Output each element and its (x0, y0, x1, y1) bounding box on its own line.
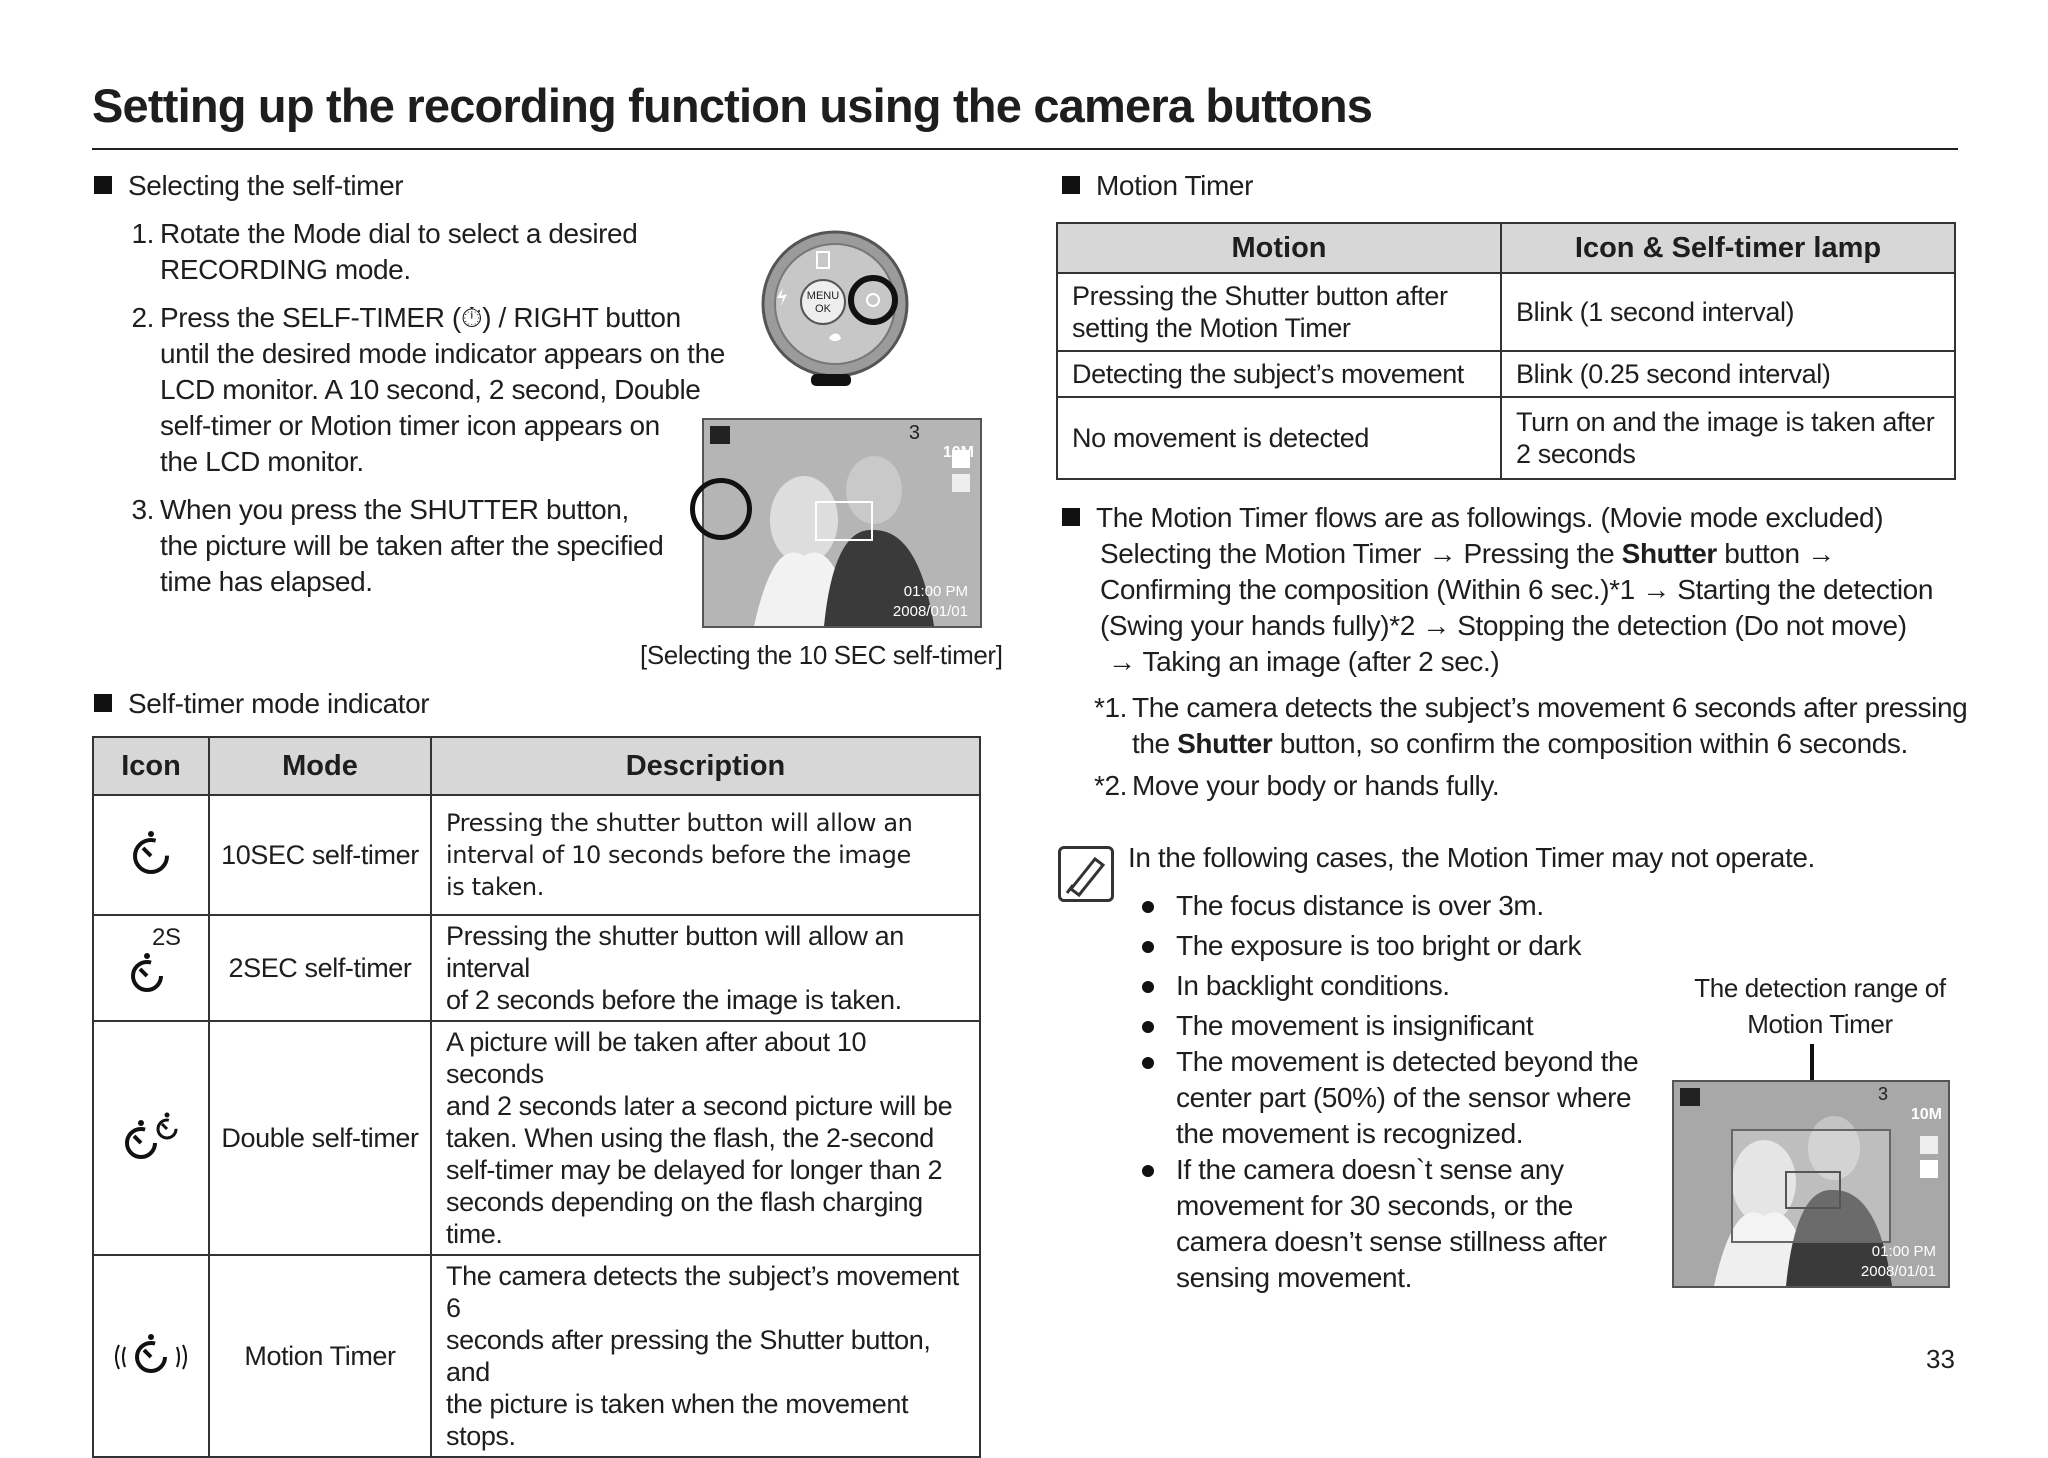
timer-icon-cell (93, 915, 209, 1021)
step-line: When you press the SHUTTER button, (160, 494, 629, 525)
timer-icon-cell (93, 795, 209, 915)
col-header-mode: Mode (209, 737, 431, 795)
step-line: the picture will be taken after the specified (160, 530, 664, 561)
page-title: Setting up the recording function using the camera buttons (92, 79, 1373, 132)
step-line: LCD monitor. A 10 second, 2 second, Double (160, 374, 701, 405)
title-rule (92, 148, 1958, 150)
description-cell: Pressing the shutter button will allow an interval of 2 seconds before the image is taken. (431, 915, 980, 1021)
mode-cell: 2SEC self-timer (209, 915, 431, 1021)
footnote-1: *1. The camera detects the subject’s movement 6 seconds after pressing (1094, 692, 1968, 723)
image-size-indicator: 10M (1910, 1106, 1942, 1123)
description-cell: The camera detects the subject’s movement 6 seconds after pressing the Shutter button, and the picture is taken when the movement stops. (431, 1255, 980, 1457)
step-line: the LCD monitor. (160, 446, 364, 477)
mode-cell: 10SEC self-timer (209, 795, 431, 915)
step-line: RECORDING mode. (160, 254, 411, 285)
step-line: time has elapsed. (160, 566, 373, 597)
svg-text:OK: OK (815, 303, 831, 315)
note-icon (1058, 846, 1114, 902)
table-row (93, 795, 980, 915)
square-bullet-icon (1062, 508, 1080, 526)
table-header-row (1057, 223, 1955, 273)
step-line: self-timer or Motion timer icon appears on (160, 410, 660, 441)
double-self-timer-icon (119, 1107, 183, 1163)
svg-text:MENU: MENU (806, 290, 840, 302)
square-bullet-icon (1062, 176, 1080, 194)
lcd-screen-detection-range (1672, 1080, 1950, 1288)
mode-dial-illustration (755, 228, 915, 388)
step-line: Rotate the Mode dial to select a desired (160, 218, 638, 249)
lamp-cell: Blink (0.25 second interval) (1501, 351, 1955, 397)
footnotes: *1. The camera detects the subject’s movement 6 seconds after pressing the Shutter button, so confirm the composition within 6 seconds. *2. Move your body or hands fully. (1094, 690, 1994, 804)
col-header-icon: Icon (93, 737, 209, 795)
self-timer-icon (127, 828, 175, 876)
section-heading-indicator: Self-timer mode indicator (94, 686, 429, 722)
motion-timer-icon (111, 1329, 191, 1377)
table-row (1057, 397, 1955, 479)
square-bullet-icon (94, 694, 112, 712)
section-heading-motion-timer: Motion Timer (1062, 168, 1253, 204)
motion-cell: No movement is detected (1057, 397, 1501, 479)
shots-remaining: 3 (908, 422, 920, 444)
lcd-date: 2008/01/01 (892, 603, 968, 620)
table-row (93, 1021, 980, 1255)
table-header-row (93, 737, 980, 795)
lamp-cell: Turn on and the image is taken after 2 seconds (1501, 397, 1955, 479)
col-header-lamp: Icon & Self-timer lamp (1501, 223, 1955, 273)
timer-icon-cell (93, 1255, 209, 1457)
motion-timer-table (1056, 222, 1956, 480)
motion-flow-block: The Motion Timer flows are as followings. (Movie mode excluded) Selecting the Motion Timer → Pressing the Shutter button → Confirming the composition (Within 6 sec.)*1 → Starting the detection (Swing your hands fully)*2 → Stopping the detection (Do not move) → Taking an image (after 2 sec.) (1062, 500, 1933, 680)
camera-dial-icon (755, 228, 915, 388)
table-row (1057, 273, 1955, 351)
self-timer-2s-icon (127, 948, 175, 996)
detection-range-label: The detection range of Motion Timer (1694, 973, 1946, 1039)
description-cell: A picture will be taken after about 10 seconds and 2 seconds later a second picture will be taken. When using the flash, the 2-second self-timer may be delayed for longer than 2 seconds depending on the flash charging time. (431, 1021, 980, 1255)
col-header-motion: Motion (1057, 223, 1501, 273)
lcd-time: 01:00 PM (1871, 1243, 1936, 1260)
lcd-date: 2008/01/01 (1860, 1263, 1936, 1280)
mode-cell: Motion Timer (209, 1255, 431, 1457)
step-line: Press the SELF-TIMER (⏱) / RIGHT button (160, 302, 681, 333)
square-bullet-icon (94, 176, 112, 194)
table-row (93, 915, 980, 1021)
col-header-description: Description (431, 737, 980, 795)
shots-remaining: 3 (1877, 1084, 1888, 1104)
footnote-2: *2. Move your body or hands fully. (1094, 770, 1500, 801)
motion-cell: Detecting the subject’s movement (1057, 351, 1501, 397)
mode-cell: Double self-timer (209, 1021, 431, 1255)
table-row (93, 1255, 980, 1457)
lcd-time: 01:00 PM (903, 583, 968, 600)
table-row (1057, 351, 1955, 397)
image-size-indicator: 10M (942, 444, 974, 461)
page-number: 33 (1926, 1344, 1955, 1374)
self-timer-mode-table (92, 736, 981, 1458)
image-caption: [Selecting the 10 SEC self-timer] (640, 640, 1003, 670)
description-cell: Pressing the shutter button will allow an interval of 10 seconds before the image is taken. (431, 795, 980, 915)
motion-cell: Pressing the Shutter button after setting the Motion Timer (1057, 273, 1501, 351)
note-intro: In the following cases, the Motion Timer may not operate. (1128, 842, 1815, 873)
self-timer-highlight-circle (690, 478, 752, 540)
section-heading-self-timer: Selecting the self-timer (94, 168, 403, 204)
step-line: until the desired mode indicator appears on the (160, 338, 725, 369)
two-second-label: 2S (152, 924, 181, 951)
lamp-cell: Blink (1 second interval) (1501, 273, 1955, 351)
timer-icon-cell (93, 1021, 209, 1255)
